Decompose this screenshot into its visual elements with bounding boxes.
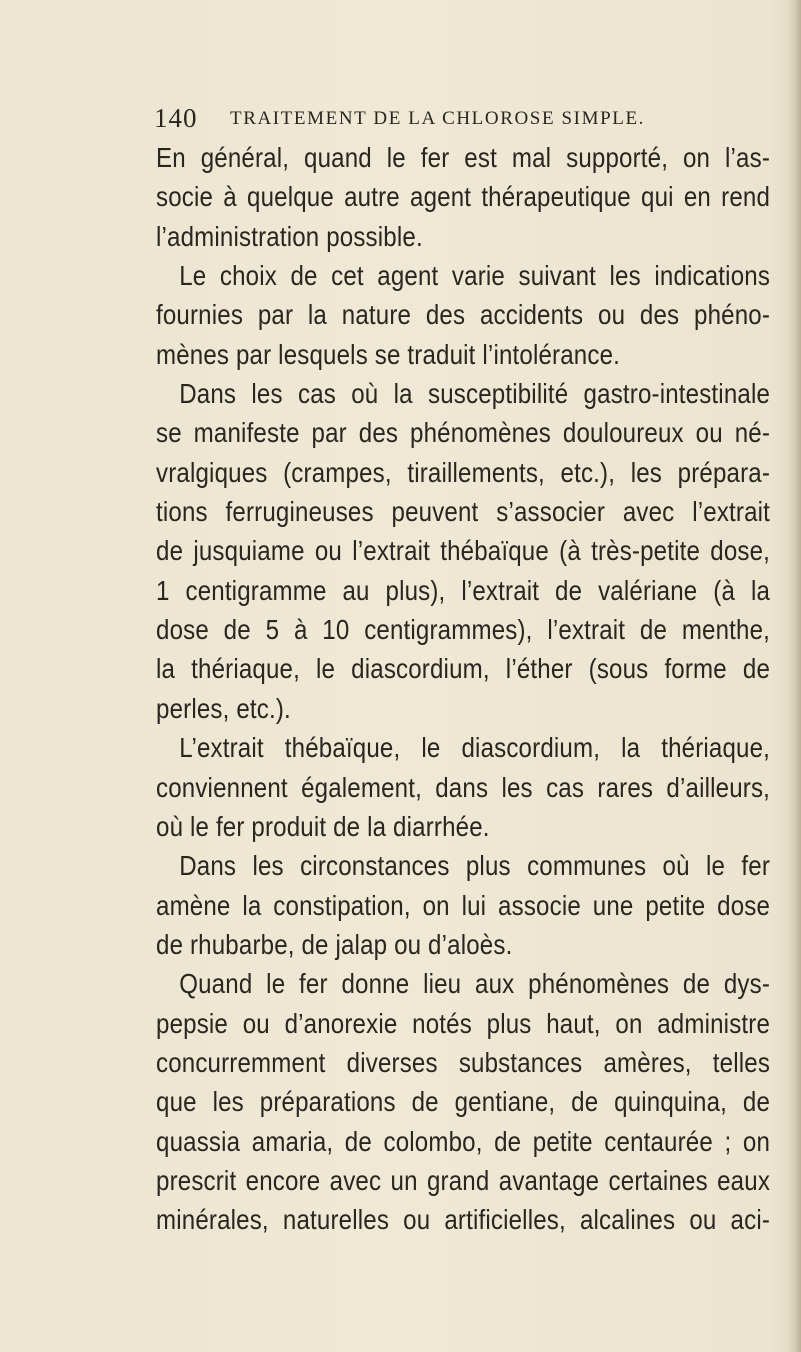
running-head <box>154 102 694 134</box>
text-line: de jusquiame ou l’extrait thébaïque (à très-petite dose, <box>156 535 771 567</box>
text-line: Le choix de cet agent varie suivant les indications <box>179 260 771 292</box>
text-line: quassia amaria, de colombo, de petite centaurée ; on <box>156 1125 771 1157</box>
text-line: l’administration possible. <box>156 220 423 252</box>
text-line: 1 centigramme au plus), l’extrait de valériane (à la <box>156 574 771 606</box>
text-line: fournies par la nature des accidents ou des phéno- <box>156 299 771 331</box>
text-line: socie à quelque autre agent thérapeutique qui en rend <box>156 181 771 213</box>
text-line: concurremment diverses substances amères, telles <box>156 1046 771 1078</box>
text-line: Quand le fer donne lieu aux phénomènes de dys- <box>179 968 771 1000</box>
text-line: minérales, naturelles ou artificielles, alcalines ou aci- <box>156 1204 771 1236</box>
text-line: pepsie ou d’anorexie notés plus haut, on administre <box>156 1007 771 1039</box>
text-line: la thériaque, le diascordium, l’éther (sous forme de <box>156 653 771 685</box>
text-line: En général, quand le fer est mal supporté, on l’as- <box>156 142 771 173</box>
text-line: perles, etc.). <box>156 692 291 724</box>
text-line: tions ferrugineuses peuvent s’associer avec l’extrait <box>156 496 771 528</box>
text-line: Dans les circonstances plus communes où le fer <box>179 850 771 882</box>
page-edge-shadow <box>787 0 801 1352</box>
body-text <box>156 138 770 1240</box>
text-line: où le fer produit de la diarrhée. <box>156 810 490 842</box>
text-line: amène la constipation, on lui associe une petite dose <box>156 889 771 921</box>
running-head-title: TRAITEMENT DE LA CHLOROSE SIMPLE. <box>230 108 646 129</box>
text-line: se manifeste par des phénomènes douloureux ou né- <box>156 417 771 449</box>
text-line: L’extrait thébaïque, le diascordium, la thériaque, <box>179 732 771 764</box>
text-line: vralgiques (crampes, tiraillements, etc.), les prépara- <box>156 456 771 488</box>
page-number: 140 <box>154 103 198 133</box>
text-line: que les préparations de gentiane, de quinquina, de <box>156 1086 771 1118</box>
text-line: mènes par lesquels se traduit l’intolérance. <box>156 338 620 370</box>
text-line: de rhubarbe, de jalap ou d’aloès. <box>156 928 513 960</box>
text-line: prescrit encore avec un grand avantage certaines eaux <box>156 1164 771 1196</box>
text-line: Dans les cas où la susceptibilité gastro-intestinale <box>179 378 771 410</box>
text-line: dose de 5 à 10 centigrammes), l’extrait de menthe, <box>156 614 771 646</box>
text-line: conviennent également, dans les cas rares d’ailleurs, <box>156 771 771 803</box>
